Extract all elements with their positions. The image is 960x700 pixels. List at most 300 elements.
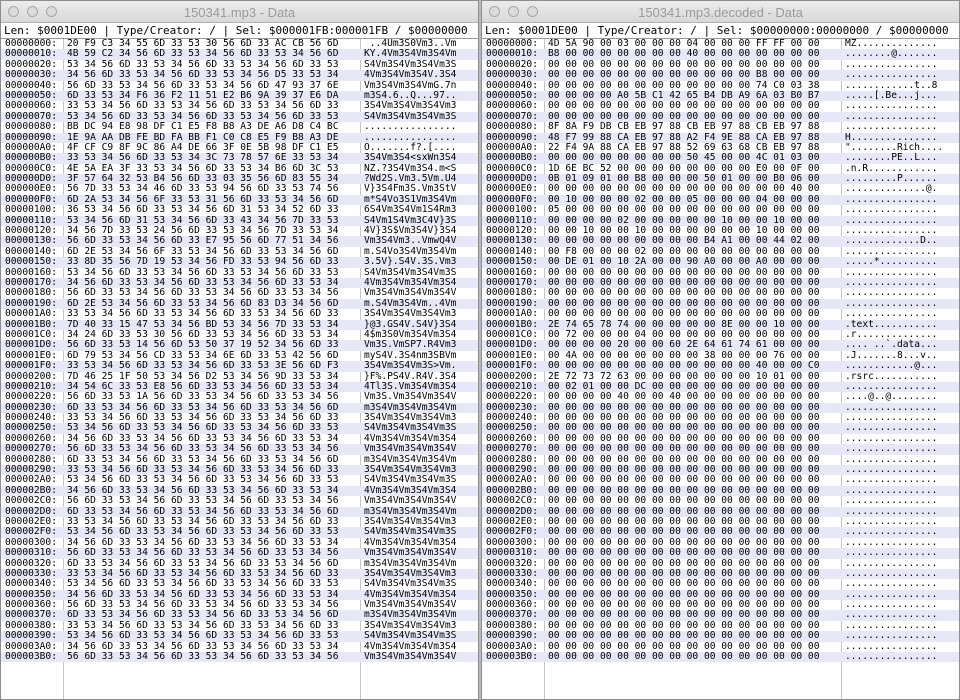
row-ascii[interactable]: ................ (845, 484, 938, 496)
row-offset: 00000260: (5, 432, 57, 444)
row-hex-bytes[interactable]: 33 53 34 56 6D 33 53 34 56 6D 33 53 34 56 6D 33 (67, 515, 339, 527)
row-ascii[interactable]: ................ (845, 619, 938, 631)
row-ascii[interactable]: 4Vm3S4Vm3S4Vm3S4 (364, 432, 457, 444)
row-ascii[interactable]: 4Vm3S4Vm3S4Vm3S4 (364, 536, 457, 548)
row-offset: 00000120: (486, 225, 538, 237)
row-hex-bytes[interactable]: 6D 33 53 34 56 6D 33 53 34 56 6D 33 53 34 56 6D (67, 505, 339, 517)
row-ascii[interactable]: 4Vm3S4Vm3S4Vm3S4 (364, 484, 457, 496)
hex-row[interactable] (482, 309, 959, 319)
row-hex-bytes[interactable]: 53 34 56 6D 31 53 34 56 6D 33 43 34 56 7D 33 53 (67, 214, 339, 226)
row-ascii[interactable]: ................ (845, 245, 938, 257)
row-ascii[interactable]: ................ (845, 308, 938, 320)
row-hex-bytes[interactable]: 36 53 34 56 6D 33 53 34 56 6D 31 53 34 52 6D 33 (67, 204, 339, 216)
row-ascii[interactable]: m3S4Vm3S4Vm3S4Vm (364, 453, 457, 465)
row-offset: 000000C0: (486, 162, 538, 174)
row-hex-bytes[interactable]: 00 00 00 00 00 00 00 00 00 00 00 00 00 00 00 00 (548, 287, 820, 299)
row-hex-bytes[interactable]: 00 10 00 00 00 02 00 00 05 00 00 00 04 00 00 00 (548, 193, 820, 205)
row-offset: 00000050: (486, 89, 538, 101)
row-hex-bytes[interactable]: 6D 33 53 34 56 6D 33 53 34 56 6D 33 53 34 56 6D (67, 557, 339, 569)
row-ascii[interactable]: S4Vm3S4Vm3S4Vm3S (364, 526, 457, 538)
row-ascii[interactable]: .... ..`.data... (845, 339, 938, 351)
row-hex-bytes[interactable]: 00 00 00 00 40 00 00 40 00 00 00 00 00 00 00 00 (548, 391, 820, 403)
row-ascii[interactable]: myS4V.3S4nm3SBVm (364, 349, 457, 361)
row-hex-bytes[interactable]: 00 00 00 00 00 00 00 00 00 00 00 00 00 00 00 00 (548, 557, 820, 569)
row-hex-bytes[interactable]: 56 6D 33 53 34 56 6D 33 53 34 56 6D 33 53 34 56 (67, 495, 339, 507)
hex-row[interactable] (1, 309, 478, 319)
row-ascii[interactable]: Vm3S.Vm3S4Vm3S4V (364, 391, 457, 403)
row-hex-bytes[interactable]: 00 00 00 00 00 00 00 00 00 00 00 00 00 00 00 00 (548, 422, 820, 434)
row-hex-bytes[interactable]: 00 00 00 00 00 00 00 00 00 00 00 00 00 00 00 00 (548, 100, 820, 112)
row-ascii[interactable]: ................ (845, 422, 938, 434)
row-ascii[interactable]: 4Vm3S4Vm3S4Vm3S4 (364, 588, 457, 600)
row-ascii[interactable]: Vm3S4Vm3..VmwQ4V (364, 235, 457, 247)
row-ascii[interactable]: .rsrc........... (845, 370, 938, 382)
hex-rows[interactable] (482, 39, 959, 699)
hex-row[interactable] (482, 361, 959, 371)
row-offset: 00000320: (486, 557, 538, 569)
row-hex-bytes[interactable]: 33 53 34 56 6D 33 53 34 56 6D 33 53 34 56 6D 33 (67, 619, 339, 631)
row-ascii[interactable]: KY.4Vm3S4Vm3S4Vm (364, 48, 457, 60)
row-hex-bytes[interactable]: 00 72 00 00 00 04 00 00 00 00 00 00 00 00 00 00 (548, 328, 820, 340)
row-offset: 00000010: (486, 48, 538, 60)
row-ascii[interactable]: .n.R............ (845, 162, 938, 174)
row-hex-bytes[interactable]: 34 56 6D 33 53 34 56 6D 33 53 34 56 6D 33 53 34 (67, 432, 339, 444)
row-hex-bytes[interactable]: 00 00 00 00 00 00 00 00 00 00 00 00 00 00 00 00 (548, 495, 820, 507)
row-hex-bytes[interactable]: 00 00 10 00 00 10 00 00 00 00 00 00 10 00 00 00 (548, 225, 820, 237)
row-hex-bytes[interactable]: 00 00 00 00 00 00 00 00 00 00 00 00 00 00 40 00 (548, 183, 820, 195)
row-ascii[interactable]: ................ (845, 609, 938, 621)
row-hex-bytes[interactable]: 33 53 34 56 6D 33 53 34 56 6D 33 53 34 56 6D 33 (67, 567, 339, 579)
row-hex-bytes[interactable]: 00 00 00 00 00 00 00 00 00 00 00 00 74 C0 03 38 (548, 79, 820, 91)
row-hex-bytes[interactable]: 00 00 00 00 00 00 00 00 00 B4 A1 00 00 44 02 00 (548, 235, 820, 247)
row-ascii[interactable]: Vm3S.VmSP7.R4Vm3 (364, 339, 457, 351)
row-ascii[interactable]: S4Vm3S4Vm3S4Vm3S (364, 630, 457, 642)
row-ascii[interactable]: ................ (364, 131, 457, 143)
row-hex-bytes[interactable]: 8F 8A F9 DB CB EB 97 88 CB EB 97 88 CB EB 97 88 (548, 121, 820, 133)
row-ascii[interactable]: ................ (845, 412, 938, 424)
hex-row[interactable] (1, 548, 478, 558)
row-ascii[interactable]: S4Vm3S4Vm3S4Vm3S (364, 474, 457, 486)
row-ascii[interactable]: .r.............. (845, 328, 938, 340)
row-ascii[interactable]: ................ (845, 204, 938, 216)
row-offset: 00000380: (486, 619, 538, 631)
row-ascii[interactable]: m3S4Vm3S4Vm3S4Vm (364, 505, 457, 517)
row-ascii[interactable]: ................ (845, 110, 938, 122)
row-ascii[interactable]: ................ (845, 443, 938, 455)
row-offset: 00000150: (486, 256, 538, 268)
row-ascii[interactable]: m.S4Vm3S4Vm..4Vm (364, 297, 457, 309)
row-ascii[interactable]: m3S4.6..Q...97.. (364, 89, 457, 101)
hex-row[interactable] (1, 122, 478, 132)
row-offset: 00000340: (5, 578, 57, 590)
row-ascii[interactable]: ....@..@........ (845, 391, 938, 403)
row-ascii[interactable]: 3S4Vm3S4<sxWn3S4 (364, 152, 457, 164)
row-offset: 00000050: (5, 89, 57, 101)
row-ascii[interactable]: ................ (845, 58, 938, 70)
row-hex-bytes[interactable]: 6D 33 53 34 56 6D 33 53 34 56 6D 33 53 34 56 6D (67, 453, 339, 465)
row-hex-bytes[interactable]: 00 00 00 00 00 00 00 00 00 00 00 00 00 00 00 00 (548, 308, 820, 320)
row-hex-bytes[interactable]: 00 00 00 00 00 00 00 00 00 00 00 00 00 00 00 00 (548, 567, 820, 579)
row-offset: 00000090: (486, 131, 538, 143)
row-ascii[interactable]: V}3S4Fm3S.Vm3StV (364, 183, 457, 195)
row-ascii[interactable]: m.S4Vo3S4Vm3S4Vm (364, 245, 457, 257)
row-ascii[interactable]: ................ (845, 495, 938, 507)
row-ascii[interactable]: 3S4Vm3S4Vm3S4Vm3 (364, 619, 457, 631)
row-hex-bytes[interactable]: 00 00 00 00 00 00 00 00 00 00 00 00 40 00 00 C0 (548, 360, 820, 372)
row-hex-bytes[interactable]: 1E 9A AA DB FE BD FA BB F1 C0 C8 E5 F9 B8 A3 DE (67, 131, 339, 143)
row-hex-bytes[interactable]: 6D 33 53 34 56 6D 33 53 34 56 6D 33 53 34 56 6D (67, 401, 339, 413)
hex-window-right (481, 0, 960, 700)
row-hex-bytes[interactable]: 56 6D 33 53 34 56 6D 33 E7 95 56 6D 77 51 34 56 (67, 235, 339, 247)
row-offset: 00000360: (486, 599, 538, 611)
row-hex-bytes[interactable]: B8 00 00 00 00 00 00 00 40 00 00 00 00 00 00 00 (548, 48, 820, 60)
row-hex-bytes[interactable]: 2E 72 73 72 63 00 00 00 00 00 00 00 10 01 00 00 (548, 370, 820, 382)
row-hex-bytes[interactable]: 56 7D 33 53 34 46 6D 33 53 94 56 6D 33 53 74 56 (67, 183, 339, 195)
row-hex-bytes[interactable]: 34 56 6D 33 53 34 56 6D 33 53 34 56 6D 33 53 34 (67, 640, 339, 652)
row-ascii[interactable]: ................ (845, 640, 938, 652)
row-ascii[interactable]: ................ (845, 276, 938, 288)
row-offset: 000001A0: (486, 308, 538, 320)
row-hex-bytes[interactable]: 00 00 00 00 00 00 00 00 00 00 00 00 00 00 00 00 (548, 578, 820, 590)
row-hex-bytes[interactable]: 33 53 34 56 6D 33 53 34 56 6D 33 53 3E 56 6D F3 (67, 360, 339, 372)
row-ascii[interactable]: S4Vm3S4Vm3S4Vm3S (364, 578, 457, 590)
row-offset: 00000000: (5, 39, 57, 49)
titlebar[interactable] (1, 1, 478, 23)
row-hex-bytes[interactable]: 0B 01 09 01 00 B8 00 00 00 50 01 00 00 B0 06 00 (548, 173, 820, 185)
row-offset: 00000090: (5, 131, 57, 143)
row-offset: 00000370: (486, 609, 538, 621)
row-hex-bytes[interactable]: 05 00 00 00 00 00 00 00 00 00 00 00 00 00 00 00 (548, 204, 820, 216)
row-hex-bytes[interactable]: 53 34 56 6D 33 53 34 56 6D 33 53 34 56 6D 33 53 (67, 578, 339, 590)
row-ascii[interactable]: ................ (845, 453, 938, 465)
row-hex-bytes[interactable]: 56 6D 33 53 34 56 6D 33 53 34 56 6D 33 53 34 56 (67, 443, 339, 455)
row-ascii[interactable]: }@3.GS4V.S4V}3S4 (364, 318, 457, 330)
row-ascii[interactable]: ................ (845, 225, 938, 237)
row-ascii[interactable]: Vm3S4Vm3S4VmG.7n (364, 79, 457, 91)
row-hex-bytes[interactable]: 34 24 6D 33 53 30 56 6D 33 53 34 56 6D 33 53 34 (67, 328, 339, 340)
row-hex-bytes[interactable]: 1D 6E BC 52 00 00 00 00 00 00 00 00 E0 00 0F 00 (548, 162, 820, 174)
row-hex-bytes[interactable]: 33 53 34 56 6D 33 53 34 56 6D 33 53 34 56 6D 33 (67, 464, 339, 476)
row-hex-bytes[interactable]: 34 56 6D 33 53 34 56 6D 33 53 34 56 6D 33 53 34 (67, 276, 339, 288)
row-hex-bytes[interactable]: 00 00 00 00 00 00 00 00 00 00 00 00 00 00 00 00 (548, 630, 820, 642)
row-hex-bytes[interactable]: 56 6D 33 53 14 56 6D 53 50 37 19 52 34 56 6D 33 (67, 339, 339, 351)
row-ascii[interactable]: ................ (845, 380, 938, 392)
row-ascii[interactable]: ..4Um3S0Vm3..Vm (364, 39, 457, 49)
hex-row[interactable] (482, 70, 959, 80)
row-hex-bytes[interactable]: 00 00 00 00 02 00 00 00 00 00 10 00 00 10 00 00 (548, 214, 820, 226)
row-offset: 00000020: (5, 58, 57, 70)
hex-row[interactable] (482, 122, 959, 132)
row-ascii[interactable]: ................ (845, 547, 938, 559)
row-hex-bytes[interactable]: 22 F4 9A 88 CA EB 97 88 52 69 63 68 CB EB 97 88 (548, 141, 820, 153)
row-offset: 00000290: (5, 464, 57, 476)
row-hex-bytes[interactable]: 34 56 6D 33 53 34 56 6D 33 53 34 56 6D 33 53 34 (67, 588, 339, 600)
row-hex-bytes[interactable]: 00 F8 00 00 00 02 00 00 00 00 00 00 00 00 00 00 (548, 245, 820, 257)
row-hex-bytes[interactable]: 00 00 00 00 00 00 00 00 00 00 00 00 00 00 00 00 (548, 619, 820, 631)
row-hex-bytes[interactable]: 3F 57 64 32 53 B4 56 6D 33 03 35 56 6D 83 55 34 (67, 173, 339, 185)
window-title: 150341.mp3.decoded - Data (638, 5, 803, 20)
row-ascii[interactable]: S4Vm3S4Vm3S4Vm3S (364, 58, 457, 70)
row-ascii[interactable]: 3S4Vm3S4Vm3S4Vm3 (364, 464, 457, 476)
row-hex-bytes[interactable]: 00 00 00 00 00 00 00 00 00 00 00 00 00 00 00 00 (548, 651, 820, 663)
row-ascii[interactable]: 3S4Vm3S4Vm3S4Vm3 (364, 100, 457, 112)
row-offset: 000001E0: (5, 349, 57, 361)
row-ascii[interactable]: ................ (845, 297, 938, 309)
row-offset: 000001F0: (486, 360, 538, 372)
row-ascii[interactable]: 3.5V}.S4V.3S.Vm3 (364, 256, 457, 268)
row-ascii[interactable]: H............... (845, 131, 938, 143)
row-offset: 00000200: (486, 370, 538, 382)
hex-row[interactable] (482, 652, 959, 662)
row-offset: 00000280: (486, 453, 538, 465)
row-ascii[interactable]: ................ (845, 121, 938, 133)
row-offset: 000002A0: (5, 474, 57, 486)
row-hex-bytes[interactable]: 34 56 6D 33 53 34 56 6D 33 53 34 56 D5 33 53 34 (67, 69, 339, 81)
row-ascii[interactable]: ........@....... (845, 48, 938, 60)
row-ascii[interactable]: ..............@. (845, 183, 938, 195)
row-hex-bytes[interactable]: 00 00 00 00 00 00 00 00 00 00 00 00 00 00 00 00 (548, 484, 820, 496)
row-hex-bytes[interactable]: 53 34 56 6D 33 53 34 56 6D 33 53 34 56 6D 33 53 (67, 58, 339, 70)
row-ascii[interactable]: 4Vm3S4Vm3S4V.3S4 (364, 69, 457, 81)
row-hex-bytes[interactable]: 00 00 00 00 00 00 00 00 00 00 00 00 00 00 00 00 (548, 588, 820, 600)
row-ascii[interactable]: ................ (845, 505, 938, 517)
row-ascii[interactable]: ................ (845, 287, 938, 299)
titlebar[interactable] (482, 1, 959, 23)
row-hex-bytes[interactable]: 00 00 00 00 00 00 00 00 00 00 00 00 00 00 00 00 (548, 505, 820, 517)
row-offset: 00000160: (486, 266, 538, 278)
row-ascii[interactable]: Vm3S4Vm3S4Vm3S4V (364, 443, 457, 455)
row-ascii[interactable]: .............D.. (845, 235, 938, 247)
row-ascii[interactable]: 4V}3S$Vm3S4V}3S4 (364, 225, 457, 237)
row-ascii[interactable]: 6S4Vm3S4Vm1S4Rm3 (364, 204, 457, 216)
row-hex-bytes[interactable]: 00 DE 01 00 10 2A 00 00 90 A0 00 00 A0 00 00 00 (548, 256, 820, 268)
row-hex-bytes[interactable]: 56 6D 33 53 34 56 6D 33 53 34 56 6D 33 53 34 56 (67, 599, 339, 611)
row-hex-bytes[interactable]: 4F CF C9 8F 9C 86 A4 DE 66 3F 0E 5B 98 DF C1 E5 (67, 141, 339, 153)
row-hex-bytes[interactable]: 56 6D 33 53 34 56 6D 33 53 34 56 6D 33 53 34 56 (67, 287, 339, 299)
row-hex-bytes[interactable]: 00 00 00 00 00 00 00 00 00 00 00 00 00 00 00 00 (548, 297, 820, 309)
row-hex-bytes[interactable]: 6D 33 53 34 F6 36 F2 11 51 E2 B6 9A 39 37 E6 DA (67, 89, 339, 101)
row-ascii[interactable]: ................ (845, 515, 938, 527)
row-hex-bytes[interactable]: 00 00 00 00 00 00 00 00 50 45 00 00 4C 01 03 00 (548, 152, 820, 164)
row-hex-bytes[interactable]: 4D 5A 90 00 03 00 00 00 04 00 00 00 FF FF 00 00 (548, 39, 820, 49)
row-offset: 00000300: (486, 536, 538, 548)
row-hex-bytes[interactable]: 53 34 56 6D 33 53 34 56 6D 33 53 34 56 6D 33 53 (67, 474, 339, 486)
row-ascii[interactable]: ................ (845, 567, 938, 579)
row-hex-bytes[interactable]: 00 00 00 00 20 00 00 60 2E 64 61 74 61 00 00 00 (548, 339, 820, 351)
row-ascii[interactable]: Vm3S4Vm3S4Vm3S4V (364, 651, 457, 663)
row-ascii[interactable]: 4Tl3S.Vm3S4Vm3S4 (364, 380, 457, 392)
row-ascii[interactable]: ................ (845, 526, 938, 538)
row-offset: 00000300: (5, 536, 57, 548)
row-ascii[interactable]: 4Vm3S4Vm3S4Vm3S4 (364, 640, 457, 652)
row-hex-bytes[interactable]: 00 00 00 00 00 00 00 00 00 00 00 00 00 00 00 00 (548, 453, 820, 465)
row-hex-bytes[interactable]: 00 00 00 00 00 00 00 00 00 00 00 00 00 00 00 00 (548, 464, 820, 476)
row-hex-bytes[interactable]: 53 34 56 6D 33 53 34 56 6D 33 53 34 56 6D 33 53 (67, 422, 339, 434)
row-hex-bytes[interactable]: 7D 40 33 15 47 53 34 56 BD 53 34 56 7D 33 53 34 (67, 318, 339, 330)
row-hex-bytes[interactable]: 4B 59 C2 34 56 6D 33 53 34 56 6D 33 53 34 56 6D (67, 48, 339, 60)
row-ascii[interactable]: ................ (845, 557, 938, 569)
row-hex-bytes[interactable]: 48 F7 99 88 CA EB 97 88 A2 F4 9E 88 CA EB 97 88 (548, 131, 820, 143)
row-hex-bytes[interactable]: 56 6D 33 53 34 56 6D 33 53 34 56 6D 47 93 37 6E (67, 79, 339, 91)
row-hex-bytes[interactable]: 2E 74 65 78 74 00 00 00 00 00 8E 00 00 10 00 00 (548, 318, 820, 330)
hex-row[interactable] (1, 70, 478, 80)
row-ascii[interactable]: Vm3S4Vm3S4Vm3S4V (364, 495, 457, 507)
row-offset: 00000080: (5, 121, 57, 133)
row-hex-bytes[interactable]: 00 00 00 00 00 00 00 00 00 00 00 00 00 00 00 00 (548, 412, 820, 424)
row-hex-bytes[interactable]: 00 00 00 00 00 00 00 00 00 00 00 00 00 00 00 00 (548, 432, 820, 444)
row-ascii[interactable]: ................ (845, 599, 938, 611)
row-ascii[interactable]: m*S4Vo3S1Vm3S4Vm (364, 193, 457, 205)
row-offset: 00000070: (5, 110, 57, 122)
row-ascii[interactable]: m3S4Vm3S4Vm3S4Vm (364, 401, 457, 413)
row-hex-bytes[interactable]: 7D 46 25 1F 50 53 34 56 D2 53 34 56 9D 33 53 34 (67, 370, 339, 382)
row-hex-bytes[interactable]: 33 53 34 56 6D 33 53 34 56 6D 33 53 34 56 6D 33 (67, 412, 339, 424)
row-ascii[interactable]: .....[.Be...j... (845, 89, 938, 101)
hex-rows[interactable] (1, 39, 478, 699)
row-offset: 000001D0: (5, 339, 57, 351)
row-ascii[interactable]: 4Vm3S4Vm3S4Vm3S4 (364, 276, 457, 288)
row-ascii[interactable]: Vm3S4Vm3S4Vm3S4V (364, 599, 457, 611)
row-ascii[interactable]: ................ (845, 69, 938, 81)
row-offset: 00000350: (486, 588, 538, 600)
row-ascii[interactable]: NZ.?3S4Vm3S4.m<S (364, 162, 457, 174)
row-ascii[interactable]: S4Vm3S4Vm3S4Vm3S (364, 110, 457, 122)
hex-row[interactable] (1, 652, 478, 662)
row-ascii[interactable]: .J.......8...v.. (845, 349, 938, 361)
row-hex-bytes[interactable]: 00 02 01 00 00 DC 00 00 00 00 00 00 00 00 00 00 (548, 380, 820, 392)
row-hex-bytes[interactable]: 00 00 00 00 00 00 00 00 00 00 00 00 00 00 00 00 (548, 526, 820, 538)
row-hex-bytes[interactable]: 00 00 00 00 A0 5B C1 42 65 B4 DB A9 6A 03 B0 B7 (548, 89, 820, 101)
row-hex-bytes[interactable]: 56 6D 33 53 34 56 6D 33 53 34 56 6D 33 53 34 56 (67, 651, 339, 663)
row-offset: 00000200: (5, 370, 57, 382)
row-offset: 000000F0: (5, 193, 57, 205)
row-ascii[interactable]: ................ (845, 214, 938, 226)
hex-row[interactable] (1, 361, 478, 371)
row-hex-bytes[interactable]: 6D 33 53 34 56 6D 33 53 34 56 6D 33 53 34 56 6D (67, 609, 339, 621)
row-hex-bytes[interactable]: 00 4A 00 00 00 00 00 00 00 38 00 00 00 76 00 00 (548, 349, 820, 361)
row-hex-bytes[interactable]: 00 00 00 00 00 00 00 00 00 00 00 00 00 00 00 00 (548, 474, 820, 486)
row-hex-bytes[interactable]: 00 00 00 00 00 00 00 00 00 00 00 00 00 00 00 00 (548, 640, 820, 652)
row-hex-bytes[interactable]: 20 F9 C3 34 55 6D 33 53 30 56 6D 33 AC CB 56 6D (67, 39, 339, 49)
row-ascii[interactable]: S4Vm1S4Vm3C4V}3S (364, 214, 457, 226)
row-ascii[interactable]: Vm3S4Vm3S4Vm3S4V (364, 547, 457, 559)
row-hex-bytes[interactable]: 00 00 00 00 00 00 00 00 00 00 00 00 00 00 00 00 (548, 276, 820, 288)
row-hex-bytes[interactable]: 6D 2A 53 34 56 6F 33 53 31 56 6D 33 53 34 56 6D (67, 193, 339, 205)
row-ascii[interactable]: ................ (845, 578, 938, 590)
row-offset: 00000330: (486, 567, 538, 579)
row-ascii[interactable]: S4Vm3S4Vm3S4Vm3S (364, 422, 457, 434)
row-ascii[interactable]: ................ (845, 432, 938, 444)
row-ascii[interactable]: ................ (364, 121, 457, 133)
row-ascii[interactable]: 3S4Vm3S4Vm3S4Vm3 (364, 412, 457, 424)
row-hex-bytes[interactable]: 6D 2E 53 34 56 6D 33 53 34 56 6D 83 D3 34 56 6D (67, 297, 339, 309)
row-ascii[interactable]: ................ (845, 100, 938, 112)
hex-row[interactable] (482, 548, 959, 558)
row-ascii[interactable]: m3S4Vm3S4Vm3S4Vm (364, 609, 457, 621)
row-ascii[interactable]: 3S4Vm3S4Vm3S>Vm. (364, 360, 457, 372)
row-offset: 00000170: (486, 276, 538, 288)
row-hex-bytes[interactable]: BB DC 94 E8 98 DF C1 E5 F8 B8 A3 DE A6 D8 C4 BC (67, 121, 339, 133)
row-ascii[interactable]: O.......f?.[.... (364, 141, 457, 153)
row-hex-bytes[interactable]: 00 00 00 00 00 00 00 00 00 00 00 00 00 00 00 00 (548, 536, 820, 548)
row-ascii[interactable]: ................ (845, 630, 938, 642)
row-hex-bytes[interactable]: 00 00 00 00 00 00 00 00 00 00 00 00 00 00 00 00 (548, 443, 820, 455)
row-ascii[interactable]: .....*.......... (845, 256, 938, 268)
row-hex-bytes[interactable]: 33 53 34 56 6D 33 53 34 3C 73 78 57 6E 33 53 34 (67, 152, 339, 164)
row-offset: 000000A0: (5, 141, 57, 153)
row-hex-bytes[interactable]: 34 56 6D 33 53 34 56 6D 33 53 34 56 6D 33 53 34 (67, 536, 339, 548)
row-ascii[interactable]: ................ (845, 464, 938, 476)
row-ascii[interactable]: S4Vm3S4Vm3S4Vm3S (364, 266, 457, 278)
row-offset: 000001D0: (486, 339, 538, 351)
row-hex-bytes[interactable]: 34 56 7D 33 53 24 56 6D 33 53 34 56 7D 33 53 34 (67, 225, 339, 237)
row-ascii[interactable]: 4$m3S0Vm3S4Vm3S4 (364, 328, 457, 340)
row-hex-bytes[interactable]: 33 53 34 56 6D 33 53 34 56 6D 33 53 34 56 6D 33 (67, 100, 339, 112)
row-ascii[interactable]: 3S4Vm3S4Vm3S4Vm3 (364, 308, 457, 320)
row-ascii[interactable]: ................ (845, 266, 938, 278)
row-ascii[interactable]: ?Wd2S.Vm3.5Vm.U4 (364, 173, 457, 185)
row-ascii[interactable]: 3S4Vm3S4Vm3S4Vm3 (364, 567, 457, 579)
row-ascii[interactable]: ................ (845, 401, 938, 413)
row-hex-bytes[interactable]: 34 56 6D 33 53 34 56 6D 33 53 34 56 6D 33 53 34 (67, 484, 339, 496)
row-hex-bytes[interactable]: 33 8D 35 56 7D 19 53 34 56 FD 33 53 94 56 6D 33 (67, 256, 339, 268)
row-offset: 00000000: (486, 39, 538, 49)
row-ascii[interactable]: ................ (845, 193, 938, 205)
row-ascii[interactable]: ................ (845, 588, 938, 600)
row-hex-bytes[interactable]: 00 00 00 00 00 00 00 00 00 00 00 00 00 00 00 00 (548, 110, 820, 122)
row-hex-bytes[interactable]: 56 6D 33 53 34 56 6D 33 53 34 56 6D 33 53 34 56 (67, 547, 339, 559)
row-hex-bytes[interactable]: 00 00 00 00 00 00 00 00 00 00 00 00 00 00 00 00 (548, 515, 820, 527)
row-hex-bytes[interactable]: 6D 79 53 34 56 CD 33 53 34 6E 6D 33 53 42 56 6D (67, 349, 339, 361)
row-offset: 000002E0: (486, 515, 538, 527)
row-hex-bytes[interactable]: 33 53 34 56 6D 33 53 34 56 6D 33 53 34 56 6D 33 (67, 308, 339, 320)
row-hex-bytes[interactable]: 56 6D 33 53 1A 56 6D 33 53 34 56 6D 33 53 34 56 (67, 391, 339, 403)
row-hex-bytes[interactable]: 53 34 56 6D 33 53 34 56 6D 33 53 34 56 6D 33 53 (67, 526, 339, 538)
row-ascii[interactable]: ............@... (845, 360, 938, 372)
row-ascii[interactable]: 3S4Vm3S4Vm3S4Vm3 (364, 515, 457, 527)
row-hex-bytes[interactable]: 00 00 00 00 00 00 00 00 00 00 00 00 00 00 00 00 (548, 266, 820, 278)
row-ascii[interactable]: .........P...... (845, 173, 938, 185)
row-ascii[interactable]: Vm3S4Vm3S4Vm3S4V (364, 287, 457, 299)
row-ascii[interactable]: ........PE..L... (845, 152, 938, 164)
row-hex-bytes[interactable]: 34 54 6C 33 53 E8 56 6D 33 53 34 56 6D 33 53 34 (67, 380, 339, 392)
row-hex-bytes[interactable]: 00 00 00 00 00 00 00 00 00 00 00 00 00 00 00 00 (548, 609, 820, 621)
row-hex-bytes[interactable]: 4E 5A EA 3F 33 53 34 56 6D 33 53 34 B6 6D 3C 53 (67, 162, 339, 174)
row-hex-bytes[interactable]: 53 34 56 6D 33 53 34 56 6D 33 53 34 56 6D 33 53 (67, 110, 339, 122)
row-ascii[interactable]: "........Rich.... (845, 141, 944, 153)
row-offset: 000001E0: (486, 349, 538, 361)
row-ascii[interactable]: MZ.............. (845, 39, 938, 49)
row-hex-bytes[interactable]: 53 34 56 6D 33 53 34 56 6D 33 53 34 56 6D 33 53 (67, 630, 339, 642)
row-hex-bytes[interactable]: 53 34 56 6D 33 53 34 56 6D 33 53 34 56 6D 33 53 (67, 266, 339, 278)
row-ascii[interactable]: ................ (845, 536, 938, 548)
row-ascii[interactable]: .text........... (845, 318, 938, 330)
row-ascii[interactable]: ................ (845, 474, 938, 486)
row-ascii[interactable]: m3S4Vm3S4Vm3S4Vm (364, 557, 457, 569)
row-hex-bytes[interactable]: 00 00 00 00 00 00 00 00 00 00 00 00 B8 00 00 00 (548, 69, 820, 81)
row-hex-bytes[interactable]: 00 00 00 00 00 00 00 00 00 00 00 00 00 00 00 00 (548, 547, 820, 559)
row-hex-bytes[interactable]: 00 00 00 00 00 00 00 00 00 00 00 00 00 00 00 00 (548, 401, 820, 413)
row-hex-bytes[interactable]: 6D 2E 53 34 56 6F 33 53 34 56 6D 33 53 34 56 6D (67, 245, 339, 257)
row-hex-bytes[interactable]: 00 00 00 00 00 00 00 00 00 00 00 00 00 00 00 00 (548, 599, 820, 611)
row-ascii[interactable]: ............t..8 (845, 79, 938, 91)
row-ascii[interactable]: ................ (845, 651, 938, 663)
row-offset: 000003B0: (5, 651, 57, 663)
row-hex-bytes[interactable]: 00 00 00 00 00 00 00 00 00 00 00 00 00 00 00 00 (548, 58, 820, 70)
row-ascii[interactable]: }F%.PS4V.R4V.3S4 (364, 370, 457, 382)
row-offset: 000001B0: (486, 318, 538, 330)
row-offset: 00000350: (5, 588, 57, 600)
